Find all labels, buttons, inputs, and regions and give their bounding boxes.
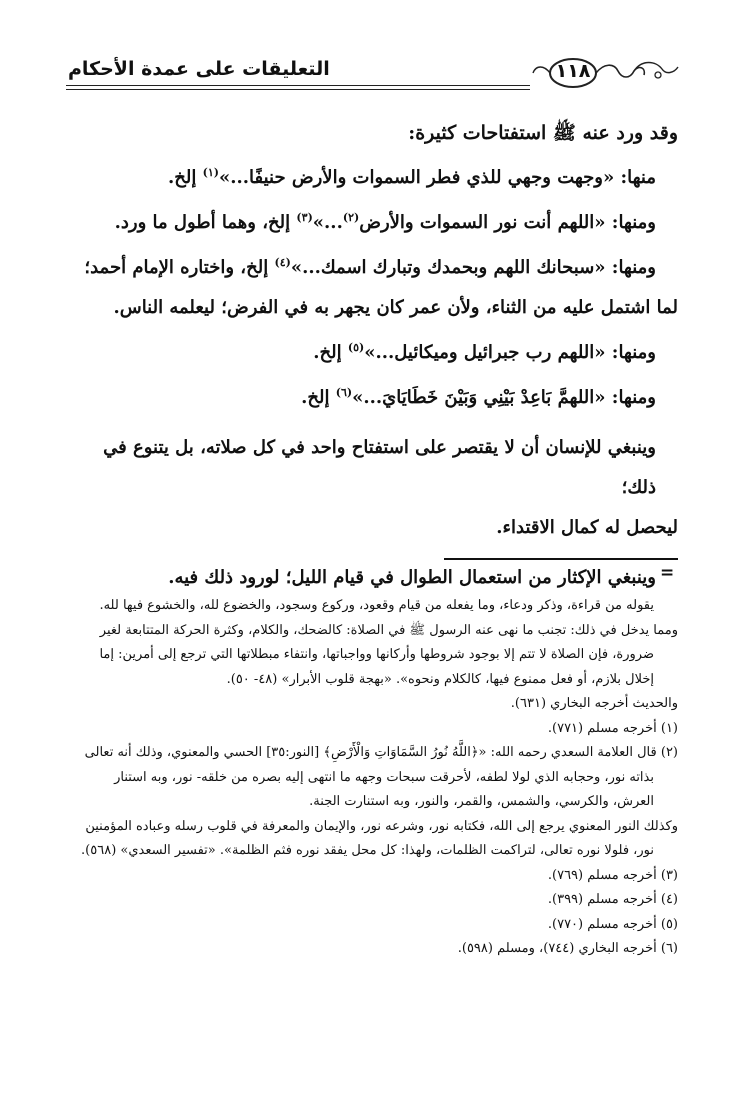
- footnote-2-line-3: العرش، والكرسي، والشمس، والقمر، والنور، وبه استنارت الجنة.: [309, 794, 654, 809]
- opening-supplication-4: [66, 328, 678, 373]
- footnote-separator: [444, 558, 678, 560]
- item4-text: ومنها: «اللهم رب جبرائيل وميكائيل...»: [364, 342, 656, 363]
- footnote-continued-line-2: ومما يدخل في ذلك: تجنب ما نهى عنه الرسول ﷺ في الصلاة: كالضحك، والكلام، وكثرة الحركة المتتابعة لغير: [99, 622, 678, 638]
- item2-mid: ...»: [312, 212, 343, 233]
- footnote-continued-line-4: إخلال بلازم، أو فعل ممنوع فيها، كالكلام ونحوه». «بهجة قلوب الأبرار» (٤٨- ٥٠).: [226, 671, 654, 687]
- item3-text: ومنها: «سبحانك اللهم وبحمدك وتبارك اسمك...»: [290, 257, 656, 278]
- item4-tail: إلخ.: [313, 342, 348, 363]
- paragraph-variety-continuation: ليحصل له كمال الاقتداء.: [496, 517, 678, 538]
- footnote-ref-1: (١): [202, 166, 219, 179]
- footnote-4: (٤) أخرجه مسلم (٣٩٩).: [547, 892, 678, 907]
- page-number: ١١٨: [555, 60, 591, 82]
- footnote-continued-line-5: والحديث أخرجه البخاري (٦٣١).: [510, 696, 678, 711]
- running-header-title: التعليقات على عمدة الأحكام: [68, 58, 330, 80]
- main-text: [66, 113, 678, 598]
- footnote-ref-2: (٢): [342, 211, 360, 224]
- item2-tail: إلخ، وهما أطول ما ورد.: [114, 212, 297, 233]
- footnote-3: (٣) أخرجه مسلم (٧٦٩).: [547, 867, 678, 883]
- item3-tail: إلخ، واختاره الإمام أحمد؛: [84, 257, 275, 278]
- item5-text: ومنها: «اللهمَّ بَاعِدْ بَيْنِي وَبَيْنَ خَطَايَايَ...»: [352, 387, 656, 408]
- footnote-ref-3: (٣): [296, 211, 313, 224]
- item2-text: ومنها: «اللهم أنت نور السموات والأرض: [359, 212, 656, 233]
- footnote-2-line-5: نور، فلولا نوره تعالى، لتراكمت الظلمات، ولهذا: كل محل يفقد نوره فثم الظلمة». «تفسير السعدي» (٥٦٨).: [81, 843, 654, 858]
- footnote-continued-line-1: يقوله من قراءة، وذكر ودعاء، وما يفعله من قيام وقعود، وركوع وسجود، والخضوع لله، والخشوع فيها لله.: [99, 598, 654, 613]
- section-heading: وقد ورد عنه ﷺ استفتاحات كثيرة:: [408, 122, 678, 144]
- footnote-continuation-mark: =: [660, 563, 675, 583]
- footnote-2-line-4: وكذلك النور المعنوي يرجع إلى الله، فكتابه نور، وشرعه نور، والإيمان والمعرفة في قلوب رسله وعباده المؤمنين: [85, 818, 678, 834]
- footnote-ref-5: (٥): [347, 341, 365, 354]
- item1-text: منها: «وجهت وجهي للذي فطر السموات والأرض حنيفًا...»: [218, 167, 656, 188]
- item1-tail: إلخ.: [167, 167, 203, 188]
- paragraph-variety: وينبغي للإنسان أن لا يقتصر على استفتاح واحد في كل صلاته، بل يتنوع في ذلك؛: [103, 437, 656, 498]
- footnote-continued-line-3: ضرورة، فإن الصلاة لا تتم إلا بوجود شروطها وأركانها وواجباتها، وانتفاء مبطلاتها التي ترجع إلى أمرين: إما: [99, 647, 654, 662]
- footnote-5: (٥) أخرجه مسلم (٧٧٠).: [547, 916, 678, 932]
- item5-tail: إلخ.: [301, 387, 336, 408]
- footnote-ref-6: (٦): [335, 386, 353, 399]
- footnote-ref-4: (٤): [274, 256, 291, 269]
- paragraph-night-prayer: وينبغي الإكثار من استعمال الطوال في قيام الليل؛ لورود ذلك فيه.: [168, 567, 656, 588]
- opening-supplication-5: [66, 373, 678, 418]
- opening-supplication-2: [66, 198, 678, 243]
- opening-supplication-3-continuation: لما اشتمل عليه من الثناء، ولأن عمر كان يجهر به في الفرض؛ ليعلمه الناس.: [113, 297, 678, 318]
- footnote-2-line-2: بذاته نور، وحجابه الذي لولا لطفه، لأحرقت سبحات وجهه ما انتهى إليه بصره من خلقه- نور، وبه استنار: [114, 769, 654, 785]
- footnotes: [54, 594, 678, 962]
- footnote-1: (١) أخرجه مسلم (٧٧١).: [547, 720, 678, 736]
- opening-supplication-1: [66, 153, 678, 198]
- opening-supplication-3: [66, 243, 678, 288]
- footnote-6: (٦) أخرجه البخاري (٧٤٤)، ومسلم (٥٩٨).: [457, 941, 678, 956]
- footnote-2: (٢) قال العلامة السعدي رحمه الله: «﴿اللَّهُ نُورُ السَّمَاوَاتِ وَالْأَرْضِ﴾ [النور:٣٥] الحسي والمعنوي، وذلك أنه تعالى: [84, 745, 678, 760]
